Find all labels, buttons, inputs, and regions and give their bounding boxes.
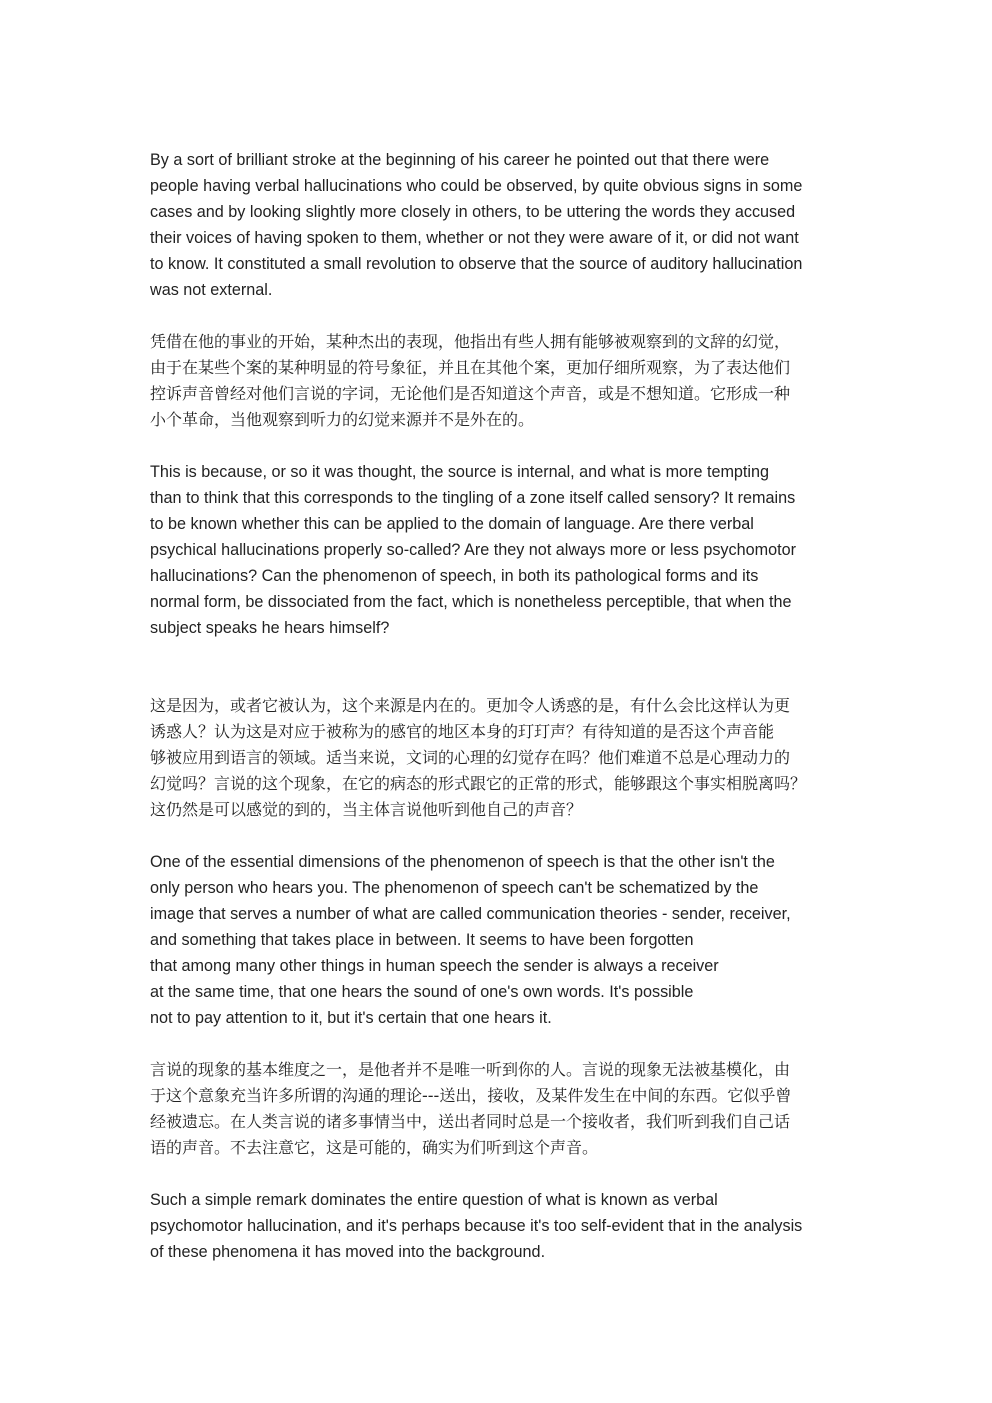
- text-line: Such a simple remark dominates the entire question of what is known as verbal: [150, 1191, 718, 1209]
- text-line: only person who hears you. The phenomenon of speech can't be schematized by the: [150, 879, 759, 897]
- paragraph-en-3: [150, 849, 850, 1031]
- paragraph-spacer: [150, 1161, 850, 1187]
- text-line: people having verbal hallucinations who could be observed, by quite obvious signs in some: [150, 177, 803, 195]
- text-line: 控诉声音曾经对他们言说的字词，无论他们是否知道这个声音，或是不想知道。它形成一种: [150, 384, 791, 403]
- paragraph-en-2: [150, 459, 850, 641]
- paragraph-zh-2: [150, 693, 850, 823]
- text-line: at the same time, that one hears the sound of one's own words. It's possible: [150, 983, 694, 1001]
- text-line: 于这个意象充当许多所谓的沟通的理论---送出，接收，及某件发生在中间的东西。它似乎曾: [150, 1086, 792, 1105]
- text-line: 幻觉吗？言说的这个现象，在它的病态的形式跟它的正常的形式，能够跟这个事实相脱离吗？: [150, 774, 807, 793]
- text-line: 诱惑人？认为这是对应于被称为的感官的地区本身的玎玎声？有待知道的是否这个声音能: [150, 722, 775, 741]
- paragraph-spacer: [150, 641, 850, 693]
- paragraph-zh-1: [150, 329, 850, 433]
- text-line: to know. It constituted a small revolution to observe that the source of auditory hallucination: [150, 255, 803, 273]
- text-line: 这仍然是可以感觉的到的，当主体言说他听到他自己的声音？: [150, 800, 583, 819]
- text-line: normal form, be dissociated from the fact, which is nonetheless perceptible, that when the: [150, 593, 792, 611]
- text-line: By a sort of brilliant stroke at the beginning of his career he pointed out that there were: [150, 151, 770, 169]
- paragraph-en-4: [150, 1187, 850, 1265]
- document-page: [150, 147, 850, 1265]
- text-line: not to pay attention to it, but it's certain that one hears it.: [150, 1009, 552, 1027]
- paragraph-spacer: [150, 823, 850, 849]
- text-line: 言说的现象的基本维度之一，是他者并不是唯一听到你的人。言说的现象无法被基模化，由: [150, 1060, 791, 1079]
- paragraph-en-1: [150, 147, 850, 303]
- paragraph-spacer: [150, 433, 850, 459]
- text-line: This is because, or so it was thought, the source is internal, and what is more tempting: [150, 463, 770, 481]
- text-line: 语的声音。不去注意它，这是可能的，确实为们听到这个声音。: [150, 1138, 599, 1157]
- text-line: to be known whether this can be applied to the domain of language. Are there verbal: [150, 515, 754, 533]
- text-line: subject speaks he hears himself?: [150, 619, 390, 637]
- text-line: cases and by looking slightly more closely in others, to be uttering the words they accused: [150, 203, 796, 221]
- text-line: 小个革命，当他观察到听力的幻觉来源并不是外在的。: [150, 410, 535, 429]
- text-line: hallucinations? Can the phenomenon of speech, in both its pathological forms and its: [150, 567, 759, 585]
- text-line: 这是因为，或者它被认为，这个来源是内在的。更加令人诱惑的是，有什么会比这样认为更: [150, 696, 791, 715]
- text-line: of these phenomena it has moved into the background.: [150, 1243, 546, 1261]
- text-line: 由于在某些个案的某种明显的符号象征，并且在其他个案，更加仔细所观察，为了表达他们: [150, 358, 791, 377]
- paragraph-spacer: [150, 303, 850, 329]
- paragraph-zh-3: [150, 1057, 850, 1161]
- text-line: 够被应用到语言的领域。适当来说，文词的心理的幻觉存在吗？他们难道不总是心理动力的: [150, 748, 791, 767]
- text-line: 凭借在他的事业的开始，某种杰出的表现，他指出有些人拥有能够被观察到的文辞的幻觉，: [150, 332, 791, 351]
- text-line: psychomotor hallucination, and it's perhaps because it's too self-evident that in the analysis: [150, 1217, 803, 1235]
- text-line: image that serves a number of what are called communication theories - sender, receiver,: [150, 905, 791, 923]
- text-line: than to think that this corresponds to the tingling of a zone itself called sensory? It remains: [150, 489, 796, 507]
- text-line: 经被遗忘。在人类言说的诸多事情当中，送出者同时总是一个接收者，我们听到我们自己话: [150, 1112, 791, 1131]
- paragraph-spacer: [150, 1031, 850, 1057]
- text-line: was not external.: [150, 281, 273, 299]
- text-line: One of the essential dimensions of the phenomenon of speech is that the other isn't the: [150, 853, 775, 871]
- text-line: that among many other things in human speech the sender is always a receiver: [150, 957, 719, 975]
- text-line: their voices of having spoken to them, whether or not they were aware of it, or did not want: [150, 229, 799, 247]
- text-line: and something that takes place in between. It seems to have been forgotten: [150, 931, 694, 949]
- text-line: psychical hallucinations properly so-called? Are they not always more or less psychomotor: [150, 541, 797, 559]
